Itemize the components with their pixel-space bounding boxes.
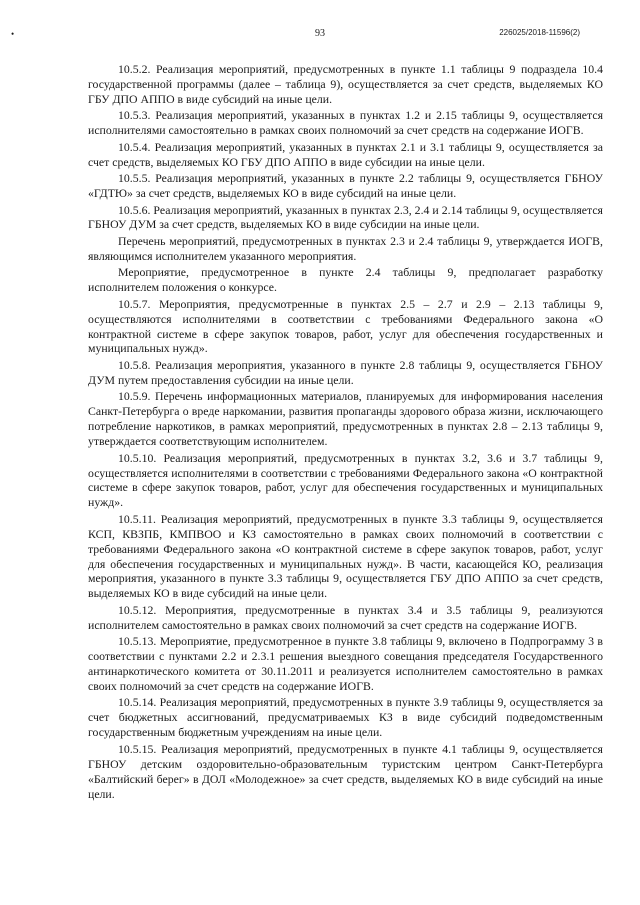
page-number: 93: [315, 28, 325, 39]
paragraph-10-5-6-list: Перечень мероприятий, предусмотренных в пунктах 2.3 и 2.4 таблицы 9, утверждается ИОГВ, являющимся исполнителем указанного мероприятия.: [88, 233, 603, 263]
corner-mark: •: [11, 29, 15, 39]
paragraph-10-5-3: 10.5.3. Реализация мероприятий, указанных в пунктах 1.2 и 2.15 таблицы 9, осуществляется исполнителями самостоятельно в рамках своих полномочий за счет средств на содержание ИОГВ.: [88, 108, 603, 138]
paragraph-10-5-13: 10.5.13. Мероприятие, предусмотренное в пункте 3.8 таблицы 9, включено в Подпрограмму 3 в соответствии с пунктами 2.2 и 2.3.1 решения выездного совещания председателя Государственного антинаркотического комитета от 30.11.2011 и реализуется исполнителем самостоятельно в рамках своих полномочий за счет средств на содержание ИОГВ.: [88, 634, 603, 693]
paragraph-10-5-4: 10.5.4. Реализация мероприятий, указанных в пунктах 2.1 и 3.1 таблицы 9, осуществляется за счет средств, выделяемых КО ГБУ ДПО АППО в виде субсидии на иные цели.: [88, 139, 603, 169]
paragraph-10-5-11: 10.5.11. Реализация мероприятий, предусмотренных в пункте 3.3 таблицы 9, осуществляется КСП, КВЗПБ, КМПВОО и КЗ самостоятельно в рамках своих полномочий в соответствии с требованиями Федерального закона «О контрактной системе в сфере закупок товаров, работ, услуг для обеспечения государственных и муниципальных нужд». В части, касающейся КО, реализация мероприятия, указанного в пункте 3.3 таблицы 9, осуществляется ГБУ ДПО АППО за счет средств, выделяемых КО в виде субсидий на иные цели.: [88, 511, 603, 601]
document-id: 226025/2018-11596(2): [499, 28, 580, 37]
paragraph-10-5-8: 10.5.8. Реализация мероприятия, указанного в пункте 2.8 таблицы 9, осуществляется ГБНОУ ДУМ путем предоставления субсидии на иные цели.: [88, 357, 603, 387]
paragraph-10-5-6: 10.5.6. Реализация мероприятий, указанных в пунктах 2.3, 2.4 и 2.14 таблицы 9, осуществляется ГБНОУ ДУМ за счет средств, выделяемых КО в виде субсидии на иные цели.: [88, 202, 603, 232]
paragraph-10-5-10: 10.5.10. Реализация мероприятий, предусмотренных в пунктах 3.2, 3.6 и 3.7 таблицы 9, осуществляется исполнителями в соответствии с требованиями Федерального закона «О контрактной системе в сфере закупок товаров, работ, услуг для обеспечения государственных и муниципальных нужд».: [88, 450, 603, 510]
paragraph-10-5-2: 10.5.2. Реализация мероприятий, предусмотренных в пункте 1.1 таблицы 9 подраздела 10.4 государственной программы (далее – таблица 9), осуществляется за счет средств, выделяемых КО ГБУ ДПО АППО в виде субсидий на иные цели.: [88, 62, 603, 106]
paragraph-10-5-15: 10.5.15. Реализация мероприятий, предусмотренных в пункте 4.1 таблицы 9, осуществляется ГБНОУ детским оздоровительно-образовательным туристским центром Санкт-Петербурга «Балтийский берег» в ДОЛ «Молодежное» за счет средств, выделяемых КО в виде субсидий на иные цели.: [88, 741, 603, 801]
document-body: [88, 62, 603, 801]
paragraph-10-5-7: 10.5.7. Мероприятия, предусмотренные в пунктах 2.5 – 2.7 и 2.9 – 2.13 таблицы 9, осуществляются исполнителями в соответствии с требованиями Федерального закона «О контрактной системе в сфере закупок товаров, работ, услуг для обеспечения государственных и муниципальных нужд».: [88, 296, 603, 356]
paragraph-10-5-9: 10.5.9. Перечень информационных материалов, планируемых для информирования населения Санкт-Петербурга о вреде наркомании, развития пропаганды здорового образа жизни, исключающего потребление наркотиков, в рамках мероприятий, предусмотренных в пунктах 2.8 – 2.13 таблицы 9, утверждается соответствующим исполнителем.: [88, 389, 603, 449]
paragraph-10-5-6-contest: Мероприятие, предусмотренное в пункте 2.4 таблицы 9, предполагает разработку исполнителем положения о конкурсе.: [88, 265, 603, 295]
paragraph-10-5-5: 10.5.5. Реализация мероприятий, указанных в пункте 2.2 таблицы 9, осуществляется ГБНОУ «ГДТЮ» за счет средств, выделяемых КО в виде субсидий на иные цели.: [88, 171, 603, 201]
paragraph-10-5-12: 10.5.12. Мероприятия, предусмотренные в пунктах 3.4 и 3.5 таблицы 9, реализуются исполнителем самостоятельно в рамках своих полномочий за счет средств на содержание ИОГВ.: [88, 602, 603, 632]
paragraph-10-5-14: 10.5.14. Реализация мероприятий, предусмотренных в пункте 3.9 таблицы 9, осуществляется за счет бюджетных ассигнований, предусматриваемых КЗ в виде субсидий подведомственным государственным бюджетным учреждениям на иные цели.: [88, 695, 603, 740]
